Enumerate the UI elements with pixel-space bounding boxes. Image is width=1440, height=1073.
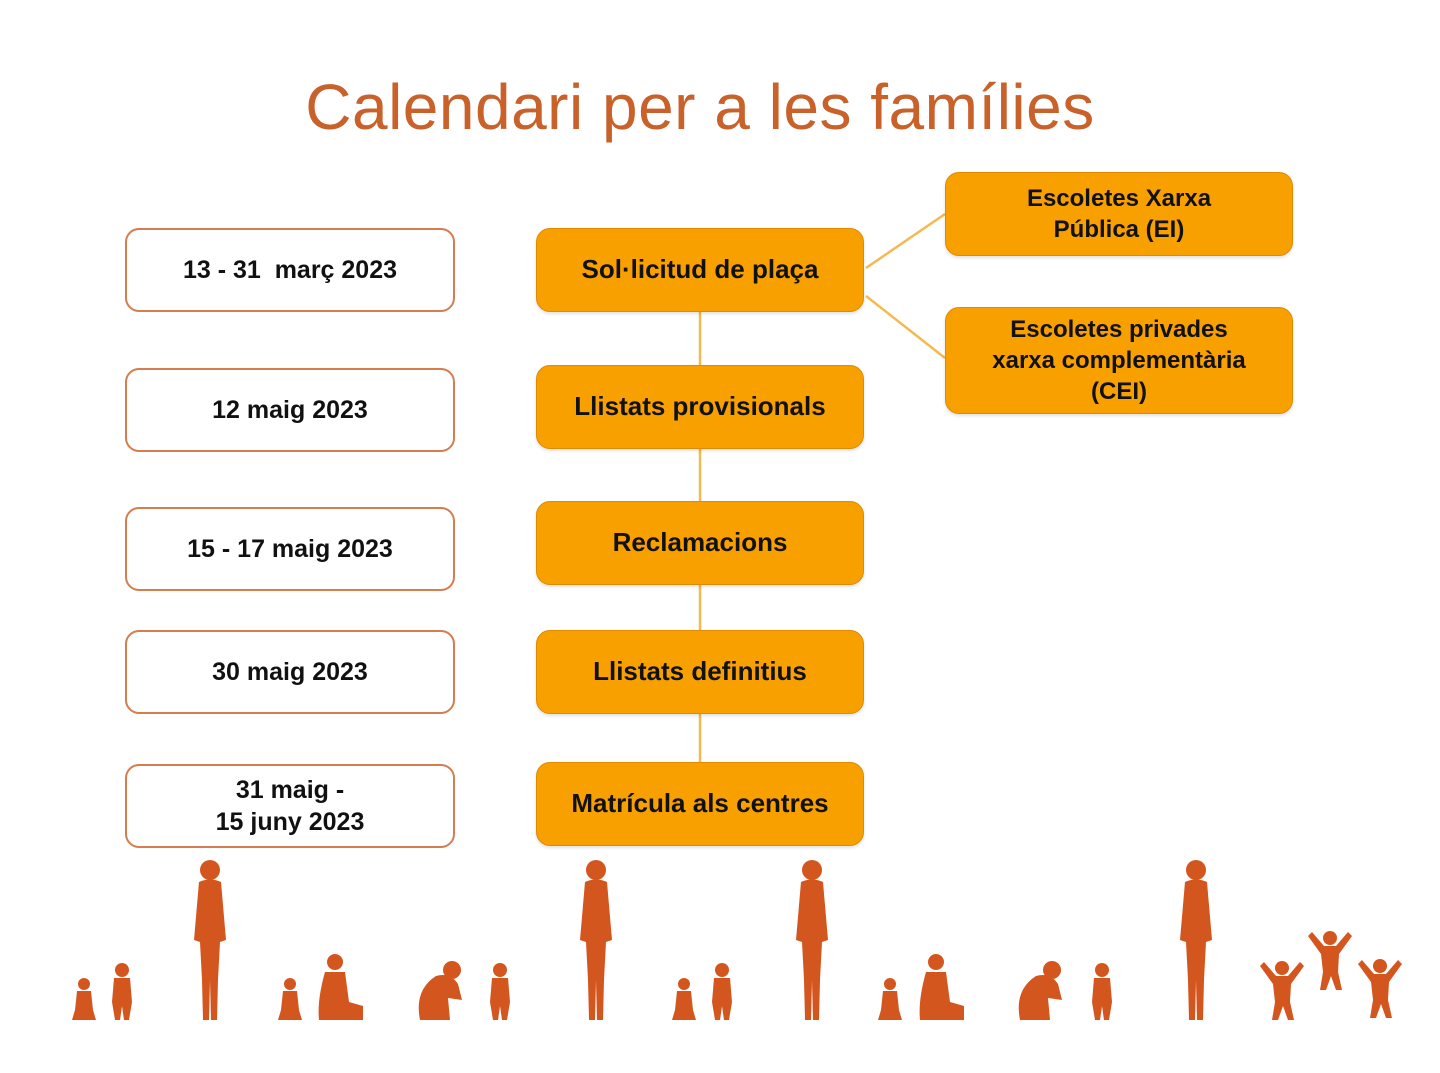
date-text: 30 maig 2023 <box>212 657 368 686</box>
silhouette-toddler-3 <box>672 978 696 1020</box>
silhouette-sitter-2 <box>920 954 964 1020</box>
date-box-matricula <box>125 764 455 848</box>
step-llistats-provisionals <box>536 365 864 449</box>
silhouette-crouch-2 <box>1019 961 1062 1020</box>
date-text: 12 maig 2023 <box>212 395 368 424</box>
step-label: Reclamacions <box>612 527 788 558</box>
network-label-line3: (CEI) <box>1091 378 1147 406</box>
date-text-line1: 31 maig - <box>235 775 345 804</box>
step-label: Llistats definitius <box>593 656 807 687</box>
step-label: Sol·licitud de plaça <box>581 254 819 285</box>
silhouette-kid-2 <box>490 963 510 1020</box>
network-public <box>945 172 1293 256</box>
step-solicitud-placa <box>536 228 864 312</box>
silhouette-toddler-2 <box>278 978 302 1020</box>
step-matricula-centres <box>536 762 864 846</box>
page-title: Calendari per a les famílies <box>305 71 1095 143</box>
silhouette-toddler-4 <box>878 978 902 1020</box>
silhouette-adult-3 <box>796 860 828 1020</box>
date-box-solicitud <box>125 228 455 312</box>
silhouette-kid-1 <box>112 963 132 1020</box>
network-label-line1: Escoletes privades <box>1010 315 1228 343</box>
network-private <box>945 307 1293 414</box>
silhouette-adult-1 <box>194 860 226 1020</box>
family-silhouettes <box>0 840 1440 1040</box>
step-reclamacions <box>536 501 864 585</box>
date-box-reclamacions <box>125 507 455 591</box>
silhouette-toddler-1 <box>72 978 96 1020</box>
silhouette-jumper-1 <box>1260 961 1304 1020</box>
silhouette-crouch-1 <box>419 961 462 1020</box>
silhouette-kid-4 <box>1092 963 1112 1020</box>
date-text: 13 - 31 març 2023 <box>182 255 398 284</box>
connector-step1-private <box>866 296 945 358</box>
silhouette-kid-3 <box>712 963 732 1020</box>
step-llistats-definitius <box>536 630 864 714</box>
step-label: Llistats provisionals <box>574 391 826 422</box>
connector-step1-public <box>866 214 945 268</box>
date-text-line2: 15 juny 2023 <box>215 808 365 836</box>
date-text: 15 - 17 maig 2023 <box>187 534 393 563</box>
silhouette-adult-2 <box>580 860 612 1020</box>
network-label-line2: xarxa complementària <box>992 346 1246 374</box>
step-label: Matrícula als centres <box>571 788 829 819</box>
silhouette-jumper-3 <box>1358 959 1402 1018</box>
silhouette-sitter-1 <box>319 954 363 1020</box>
network-label-line2: Pública (EI) <box>1053 216 1185 243</box>
date-box-definitius <box>125 630 455 714</box>
silhouette-adult-4 <box>1180 860 1212 1020</box>
silhouette-jumper-2 <box>1308 931 1352 990</box>
network-label-line1: Escoletes Xarxa <box>1026 184 1212 212</box>
date-box-provisionals <box>125 368 455 452</box>
